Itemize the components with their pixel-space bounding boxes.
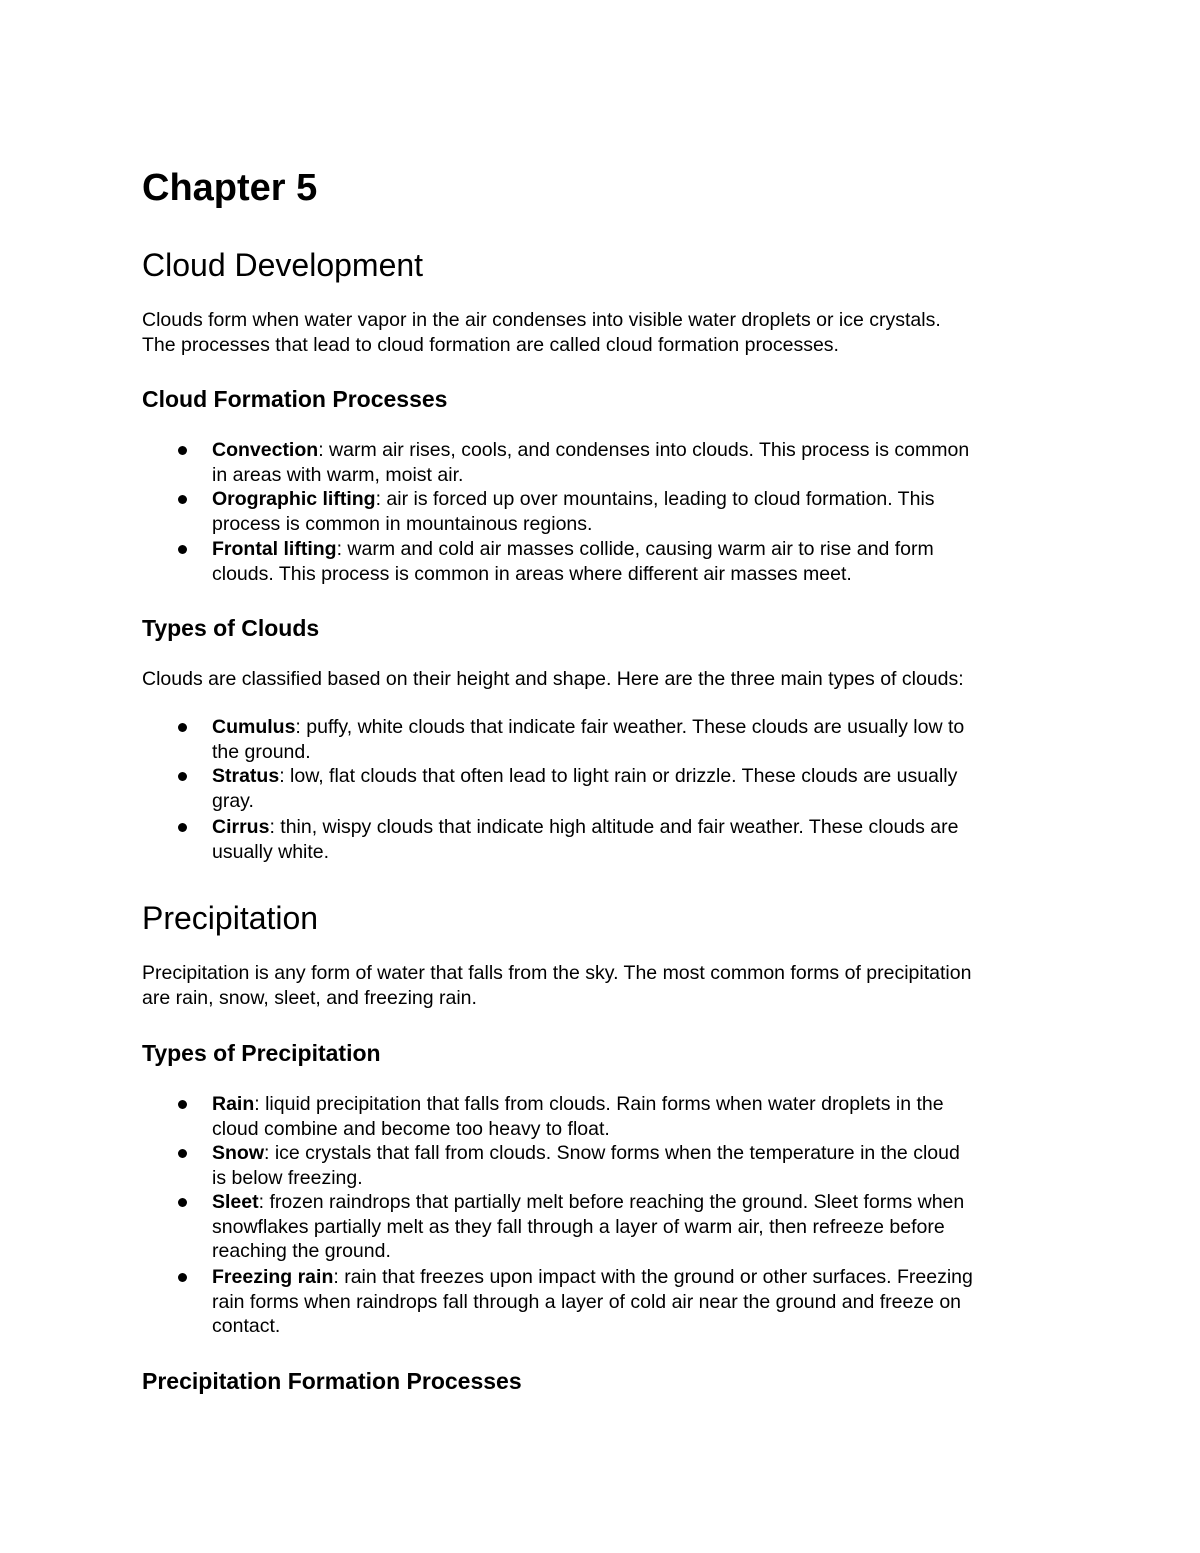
subheading-precipitation-formation-processes: Precipitation Formation Processes: [142, 1368, 522, 1394]
list-item-term: Orographic lifting: [212, 488, 376, 510]
precipitation-intro: [142, 961, 1082, 1010]
list-item-term: Sleet: [212, 1191, 259, 1213]
bullet-icon: [178, 723, 187, 732]
list-item-text: : frozen raindrops that partially melt before reaching the ground. Sleet forms when: [258, 1191, 965, 1213]
list-item-text: process is common in mountainous regions.: [212, 512, 593, 535]
list-item-text: : warm and cold air masses collide, causing warm air to rise and form: [336, 538, 934, 560]
list-item-term: Cirrus: [212, 816, 270, 838]
list-item-text: reaching the ground.: [212, 1240, 391, 1262]
list-item-text: snowflakes partially melt as they fall through a layer of warm air, then refreeze before: [212, 1215, 945, 1238]
chapter-title: Chapter 5: [142, 167, 318, 209]
list-item-term: Frontal lifting: [212, 538, 337, 560]
bullet-icon: [178, 545, 187, 554]
bullet-icon: [178, 1198, 187, 1207]
list-item-text: gray.: [212, 789, 254, 812]
paragraph-line: The processes that lead to cloud formation are called cloud formation processes.: [142, 333, 839, 356]
bullet-icon: [178, 772, 187, 781]
paragraph-line: Clouds are classified based on their height and shape. Here are the three main types of clouds:: [142, 668, 964, 690]
list-item-text: cloud combine and become too heavy to float.: [212, 1117, 610, 1140]
list-item-text: is below freezing.: [212, 1166, 363, 1189]
list-item-term: Convection: [212, 439, 319, 461]
bullet-icon: [178, 495, 187, 504]
list-item-text: : warm air rises, cools, and condenses into clouds. This process is common: [318, 439, 970, 461]
list-item-text: : liquid precipitation that falls from clouds. Rain forms when water droplets in the: [254, 1093, 944, 1115]
list-item-text: contact.: [212, 1315, 281, 1337]
list-item-text: : rain that freezes upon impact with the ground or other surfaces. Freezing: [333, 1266, 973, 1288]
list-item-text: rain forms when raindrops fall through a layer of cold air near the ground and freeze on: [212, 1290, 962, 1313]
bullet-icon: [178, 446, 187, 455]
paragraph-line: Precipitation is any form of water that falls from the sky. The most common forms of precipitation: [142, 962, 972, 984]
list-item-term: Snow: [212, 1142, 264, 1164]
list-item-term: Stratus: [212, 765, 280, 787]
types-of-clouds-intro: [142, 667, 1082, 692]
list-item-text: : thin, wispy clouds that indicate high altitude and fair weather. These clouds are: [269, 816, 959, 838]
bullet-icon: [178, 1100, 187, 1109]
list-item-term: Rain: [212, 1093, 255, 1115]
list-item-text: usually white.: [212, 840, 330, 863]
cloud-development-intro: [142, 308, 1082, 357]
list-item-text: : puffy, white clouds that indicate fair weather. These clouds are usually low to: [295, 716, 965, 738]
subheading-cloud-formation-processes: Cloud Formation Processes: [142, 386, 448, 412]
section-heading-precipitation: Precipitation: [142, 900, 319, 936]
subheading-types-of-clouds: Types of Clouds: [142, 615, 320, 641]
bullet-icon: [178, 1273, 187, 1282]
list-item-text: : low, flat clouds that often lead to light rain or drizzle. These clouds are usually: [279, 765, 958, 787]
subheading-types-of-precipitation: Types of Precipitation: [142, 1040, 381, 1066]
list-item-text: the ground.: [212, 740, 311, 763]
list-item-term: Cumulus: [212, 716, 296, 738]
list-item-term: Freezing rain: [212, 1266, 334, 1288]
paragraph-line: are rain, snow, sleet, and freezing rain.: [142, 986, 477, 1009]
list-item-text: in areas with warm, moist air.: [212, 463, 464, 486]
bullet-icon: [178, 823, 187, 832]
bullet-icon: [178, 1149, 187, 1158]
list-item-text: : air is forced up over mountains, leading to cloud formation. This: [375, 488, 935, 510]
section-heading-cloud-development: Cloud Development: [142, 247, 424, 283]
list-item-text: : ice crystals that fall from clouds. Snow forms when the temperature in the cloud: [264, 1142, 960, 1164]
paragraph-line: Clouds form when water vapor in the air condenses into visible water droplets or ice crystals.: [142, 309, 941, 331]
list-item-text: clouds. This process is common in areas where different air masses meet.: [212, 562, 852, 585]
